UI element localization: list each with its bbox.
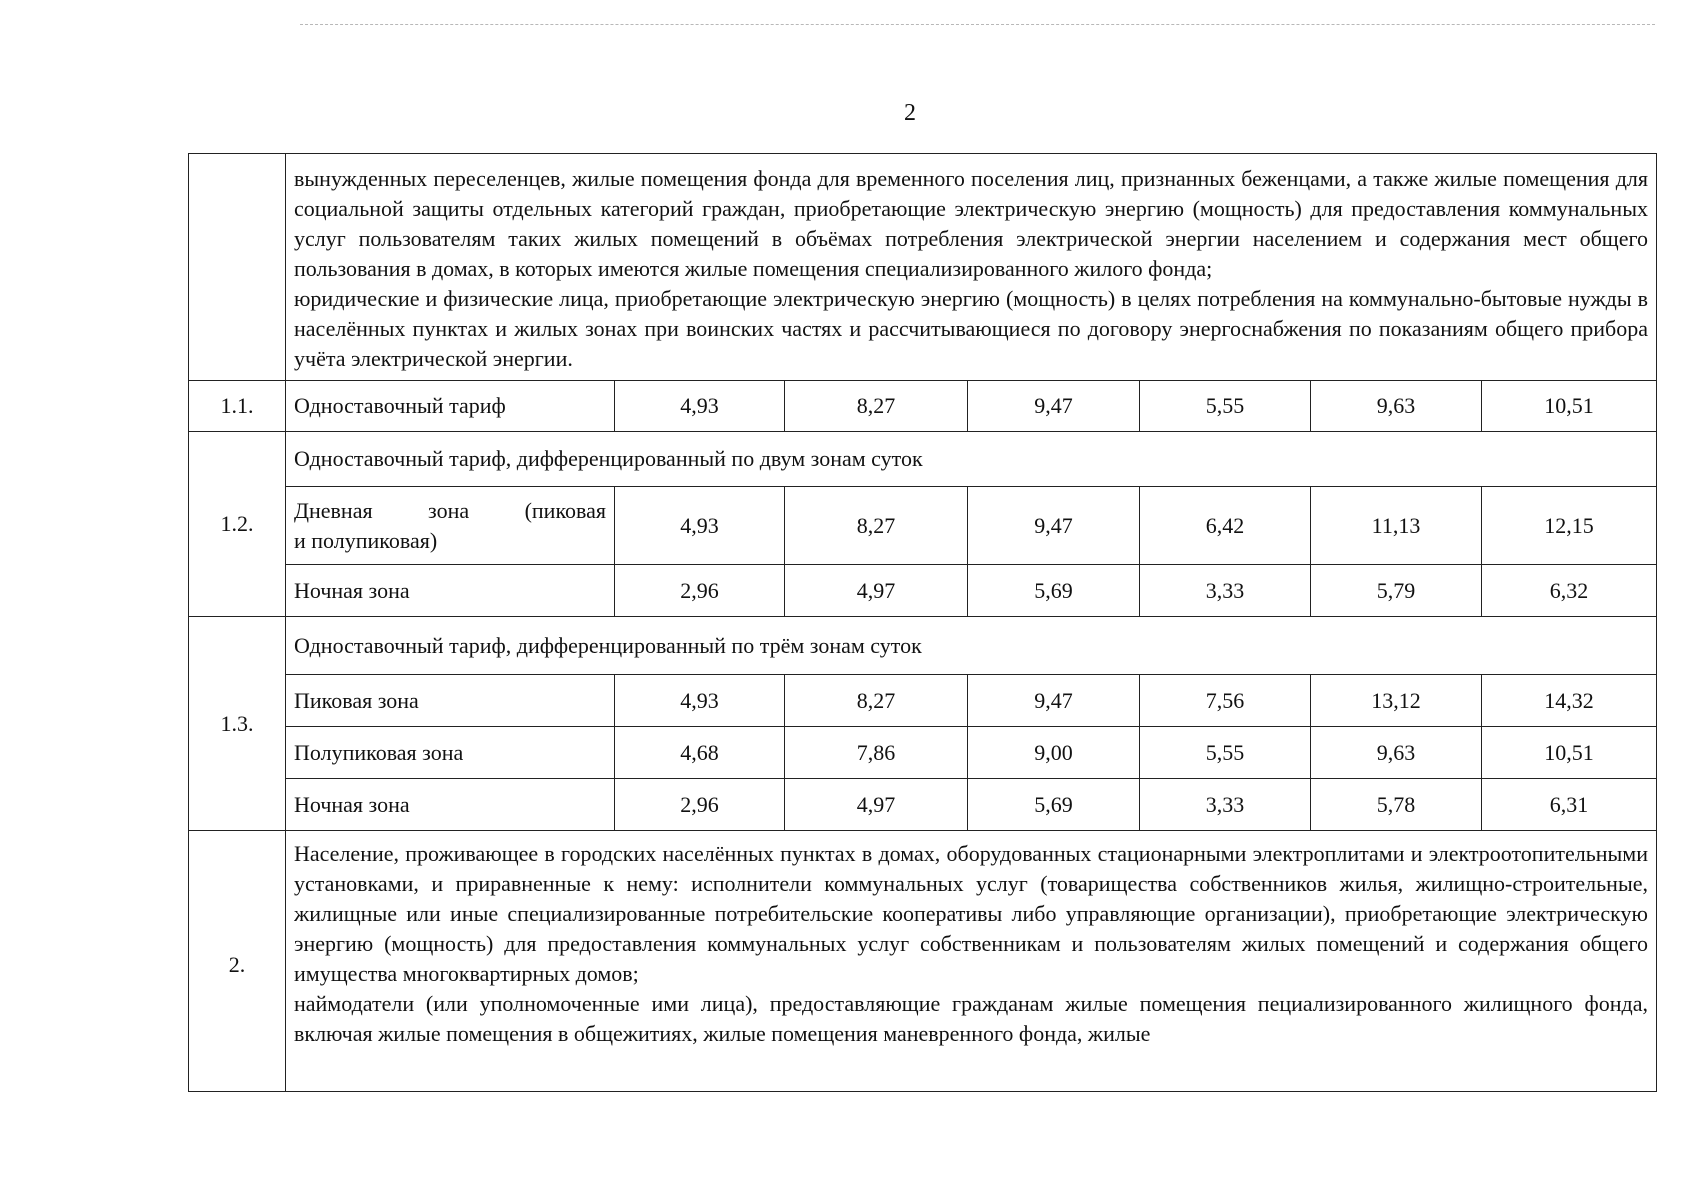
value-cell: 8,27	[785, 675, 968, 727]
table-row-1-2-day	[189, 487, 1657, 565]
day-zone-label-line-1: Дневная зона (пиковая	[294, 497, 606, 523]
row-number-2: 2.	[189, 831, 286, 1092]
top-scan-rule	[300, 24, 1655, 25]
row-2-text-cell	[286, 831, 1657, 1092]
table-row-2	[189, 831, 1657, 1092]
value-cell: 13,12	[1311, 675, 1482, 727]
intro-paragraph-2: юридические и физические лица, приобретающие электрическую энергию (мощность) в целях потребления на коммунально-бытовые нужды в населённых пунктах и жилых зонах при воинских частях и рассчитывающиеся по договору энергоснабжения по показаниям общего прибора учёта электрической энергии.	[294, 286, 1648, 371]
value-cell: 9,63	[1311, 381, 1482, 432]
value-cell: 4,93	[615, 487, 785, 565]
value-cell: 7,56	[1140, 675, 1311, 727]
day-zone-label-line-2: и полупиковая)	[294, 527, 438, 553]
value-cell: 8,27	[785, 381, 968, 432]
value-cell: 4,93	[615, 675, 785, 727]
value-cell: 12,15	[1482, 487, 1657, 565]
value-cell: 4,68	[615, 727, 785, 779]
value-cell: 7,86	[785, 727, 968, 779]
row-label-1-1: Одноставочный тариф	[286, 381, 615, 432]
row-2-paragraph-1: Население, проживающее в городских населённых пунктах в домах, оборудованных стационарными электроплитами и электроотопительными установками, и приравненные к нему: исполнители коммунальных услуг (товарищества собственников жилья, жилищно-строительные, жилищные или иные специализированные потребительские кооперативы либо управляющие организации), приобретающие электрическую энергию (мощность) для предоставления коммунальных услуг собственникам и пользователям жилых помещений и содержания общего имущества многоквартирных домов;	[294, 841, 1648, 986]
page-number: 2	[904, 100, 916, 126]
table-row-1-3-peak	[189, 675, 1657, 727]
value-cell: 10,51	[1482, 381, 1657, 432]
value-cell: 3,33	[1140, 565, 1311, 617]
row-label-night-zone: Ночная зона	[286, 565, 615, 617]
table-row-intro	[189, 154, 1657, 381]
value-cell: 8,27	[785, 487, 968, 565]
row-header-1-2: Одноставочный тариф, дифференцированный по двум зонам суток	[286, 432, 1657, 487]
value-cell: 4,93	[615, 381, 785, 432]
value-cell: 6,31	[1482, 779, 1657, 831]
value-cell: 14,32	[1482, 675, 1657, 727]
value-cell: 9,63	[1311, 727, 1482, 779]
row-label-semipeak-zone: Полупиковая зона	[286, 727, 615, 779]
row-label-night-zone-3: Ночная зона	[286, 779, 615, 831]
row-2-paragraph-2: наймодатели (или уполномоченные ими лица), предоставляющие гражданам жилые помещения пециализированного жилищного фонда, включая жилые помещения в общежитиях, жилые помещения маневренного фонда, жилые	[294, 991, 1648, 1046]
value-cell: 9,47	[968, 381, 1140, 432]
table-row-1-2-header	[189, 432, 1657, 487]
row-number-intro	[189, 154, 286, 381]
value-cell: 5,69	[968, 779, 1140, 831]
row-label-peak-zone: Пиковая зона	[286, 675, 615, 727]
intro-text-cell	[286, 154, 1657, 381]
row-number-1-3: 1.3.	[189, 617, 286, 831]
tariff-table	[188, 153, 1657, 1092]
row-label-day-zone	[286, 487, 615, 565]
value-cell: 5,79	[1311, 565, 1482, 617]
table-row-1-2-night	[189, 565, 1657, 617]
value-cell: 6,32	[1482, 565, 1657, 617]
value-cell: 4,97	[785, 565, 968, 617]
value-cell: 2,96	[615, 779, 785, 831]
value-cell: 10,51	[1482, 727, 1657, 779]
value-cell: 3,33	[1140, 779, 1311, 831]
value-cell: 11,13	[1311, 487, 1482, 565]
table-row-1-3-night	[189, 779, 1657, 831]
value-cell: 5,55	[1140, 381, 1311, 432]
intro-paragraph-1: вынужденных переселенцев, жилые помещения фонда для временного поселения лиц, признанных беженцами, а также жилые помещения для социальной защиты отдельных категорий граждан, приобретающие электрическую энергию (мощность) для предоставления коммунальных услуг пользователям таких жилых помещений в объёмах потребления электрической энергии населением и содержания мест общего пользования в домах, в которых имеются жилые помещения специализированного жилого фонда;	[294, 166, 1648, 281]
table-row-1-3-header	[189, 617, 1657, 675]
row-header-1-3: Одноставочный тариф, дифференцированный по трём зонам суток	[286, 617, 1657, 675]
table-row-1-3-semipeak	[189, 727, 1657, 779]
table-row-1-1	[189, 381, 1657, 432]
value-cell: 4,97	[785, 779, 968, 831]
value-cell: 9,47	[968, 675, 1140, 727]
value-cell: 5,55	[1140, 727, 1311, 779]
row-number-1-2: 1.2.	[189, 432, 286, 617]
value-cell: 9,00	[968, 727, 1140, 779]
value-cell: 2,96	[615, 565, 785, 617]
value-cell: 5,78	[1311, 779, 1482, 831]
value-cell: 6,42	[1140, 487, 1311, 565]
value-cell: 5,69	[968, 565, 1140, 617]
row-2-text-clip	[294, 839, 1648, 1091]
value-cell: 9,47	[968, 487, 1140, 565]
row-number-1-1: 1.1.	[189, 381, 286, 432]
